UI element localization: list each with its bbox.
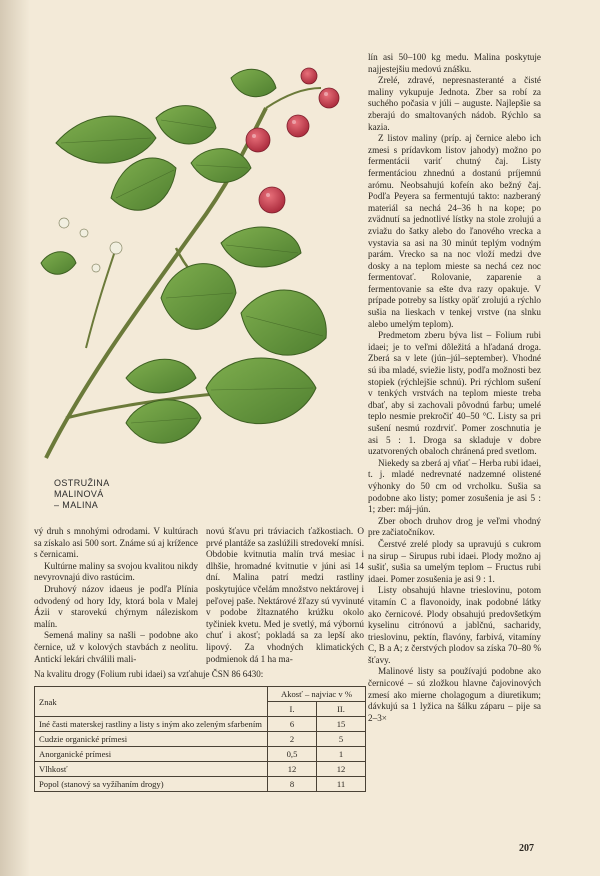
row-label: Popol (stanový sa vyžíhaním drogy) xyxy=(35,777,268,792)
table-row xyxy=(35,777,366,792)
table-row xyxy=(35,732,366,747)
paragraph: Malinové listy sa používajú podobne ako černicové – sú zložkou hlavne čajovinových zmesí ako mierne cholagogum a diuretikum; dávkujú sa 1 lyžica na šálku záparu – pije sa 2–3× xyxy=(368,666,541,723)
row-value-1: 8 xyxy=(268,777,317,792)
paragraph: Listy obsahujú hlavne trieslovinu, potom vitamín C a flavonoidy, inak podobné látky ako černicové. Plody obsahujú predovšetkým kyselinu citrónovú a jablčnú, sacharidy, trieslovinu, pektín, flavóny, farbivá, vitamíny C, B a A; z čerstvých plodov sa získa 70–80 % šťavy. xyxy=(368,585,541,665)
row-value-1: 0,5 xyxy=(268,747,317,762)
paragraph: Zrelé, zdravé, nepresnasteranté a čisté maliny vykupuje Jednota. Zber sa robí za suchého počasia v júli – auguste. Najlepšie sa zberajú do smaltovaných nádob. Rýchlo sa kazia. xyxy=(368,75,541,132)
header-col2: II. xyxy=(317,702,366,717)
row-label: Vlhkosť xyxy=(35,762,268,777)
raspberry-illustration xyxy=(26,48,360,468)
row-value-1: 6 xyxy=(268,717,317,732)
table-header-row xyxy=(35,687,366,702)
row-value-2: 5 xyxy=(317,732,366,747)
right-text-column xyxy=(368,52,541,724)
row-value-2: 1 xyxy=(317,747,366,762)
row-value-2: 15 xyxy=(317,717,366,732)
row-value-2: 11 xyxy=(317,777,366,792)
paragraph: Zber oboch druhov drog je veľmi vhodný pre začiatočníkov. xyxy=(368,515,541,538)
table-row xyxy=(35,762,366,777)
caption-line: – MALINA xyxy=(54,500,99,510)
paragraph: Druhový názov idaeus je podľa Plínia odvodený od hory Idy, ktorá bola v Malej Ázii v starovekú chýrnym náleziskom malín. xyxy=(34,583,198,629)
paragraph: Niekedy sa zberá aj vňať – Herba rubi idaei, t. j. mladé nedrevnaté nadzemné olistené výhonky do 50 cm od vrcholku. Sušia sa podobne ako listy; pomer zosušenia je asi 5 : 1; zber: máj–jún. xyxy=(368,457,541,515)
caption-line: OSTRUŽINA xyxy=(54,478,110,488)
paragraph: Predmetom zberu býva list – Folium rubi idaei; je to veľmi dôležitá a hľadaná droga. Zberá sa v lete (jún–júl–september). Vhodné sú iba mladé, sviežie listy, podľa možnosti bez stopiek (rýchlejšie schnú). Pri rýchlom sušení v tenkých vrstvách na teplom mieste treba dbať, aby si zachovali pôvodnú farbu; umelé teplo nesmie prekročiť 40–50 °C. Listy sa pri sušení nesmú rozdrviť. Pomer zoschnutia je asi 5 : 1. Droga sa skladuje v dobre uzatvorených obaloch chránená pred svetlom. xyxy=(368,330,541,457)
row-value-1: 12 xyxy=(268,762,317,777)
paragraph: Kultúrne maliny sa svojou kvalitou nikdy nevyrovnajú divo rastúcim. xyxy=(34,560,198,583)
quality-table xyxy=(34,686,366,792)
paragraph: lín asi 50–100 kg medu. Malina poskytuje najjestejšiu medovú znášku. xyxy=(368,52,541,74)
row-value-2: 12 xyxy=(317,762,366,777)
paragraph: vý druh s mnohými odrodami. V kultúrach sa získalo asi 500 sort. Známe sú aj krížence s černicami. xyxy=(34,526,198,560)
table-note: Na kvalitu drogy (Folium rubi idaei) sa vzťahuje ČSN 86 6430: xyxy=(34,669,264,679)
table-row xyxy=(35,717,366,732)
middle-text-column xyxy=(206,526,364,665)
paragraph: novú šťavu pri tráviacich ťažkostiach. O prvé plantáže sa zaslúžili stredovekí mnísi. Obdobie kvitnutia malín trvá mesiac i dlhšie, hromadné kvitnutie v júni asi 14 dní. Malina patrí medzi rastliny poskytujúce včelám množstvo nektárovej i peľovej paše. Nektárové žľazy sú vyvinuté v podobe žltaznatého krúžku okolo tyčiniek kvetu. Med je svetlý, má výbornú chuť i akosť; pokladá sa za lepší ako lipový. Za vhodných klimatických podmienok dá 1 ha ma- xyxy=(206,526,364,664)
paragraph: Semená maliny sa našli – podobne ako černice, už v kolových stavbách z neolitu. Antickí lekári chválili mali- xyxy=(34,630,198,664)
caption-line: MALINOVÁ xyxy=(54,489,104,499)
row-label: Cudzie organické prímesi xyxy=(35,732,268,747)
page-number: 207 xyxy=(519,843,534,854)
header-col1: I. xyxy=(268,702,317,717)
paragraph: Z listov maliny (príp. aj černice alebo ich zmesi s prídavkom listov jahody) možno po fermentácii variť chutný čaj. Listy fermentáciou zhnednú a dostanú príjemnú arómu. Neobsahujú kofeín ako bežný čaj. Podľa Peyera sa fermentujú takto: nazberaný materiál sa nechá 24–36 h na kope; po zvädnutí sa jednotlivé lístky na stole zrolujú a zviažu do šatky alebo do ľanového vrecka a vystavia sa asi na 30 minút teplým vodným parám. Vrecko sa na noc vloží medzi dve dosky a na teplom mieste sa nechá cez noc fermentovať. Rolovanie, zaparenie a fermentovanie sa ešte dva razy opakuje. V prípade potreby sa lístky opäť zrolujú a rýchlo sušia na lieskach v tenkej vrstve (na slnku alebo umelým teplom). xyxy=(368,133,541,329)
illustration-caption xyxy=(54,478,174,511)
row-label: Anorganické prímesi xyxy=(35,747,268,762)
header-znak: Znak xyxy=(35,687,268,717)
left-text-column xyxy=(34,526,198,665)
table-row xyxy=(35,747,366,762)
row-label: Iné časti materskej rastliny a listy s iným ako zeleným sfarbením xyxy=(35,717,268,732)
row-value-1: 2 xyxy=(268,732,317,747)
paragraph: Čerstvé zrelé plody sa upravujú s cukrom na sirup – Sirupus rubi idaei. Plody možno aj sušiť, sušia sa umelým teplom – Fructus rubi idaei. Pomer zosušenia je asi 9 : 1. xyxy=(368,538,541,584)
header-group: Akosť – najviac v % xyxy=(268,687,366,702)
